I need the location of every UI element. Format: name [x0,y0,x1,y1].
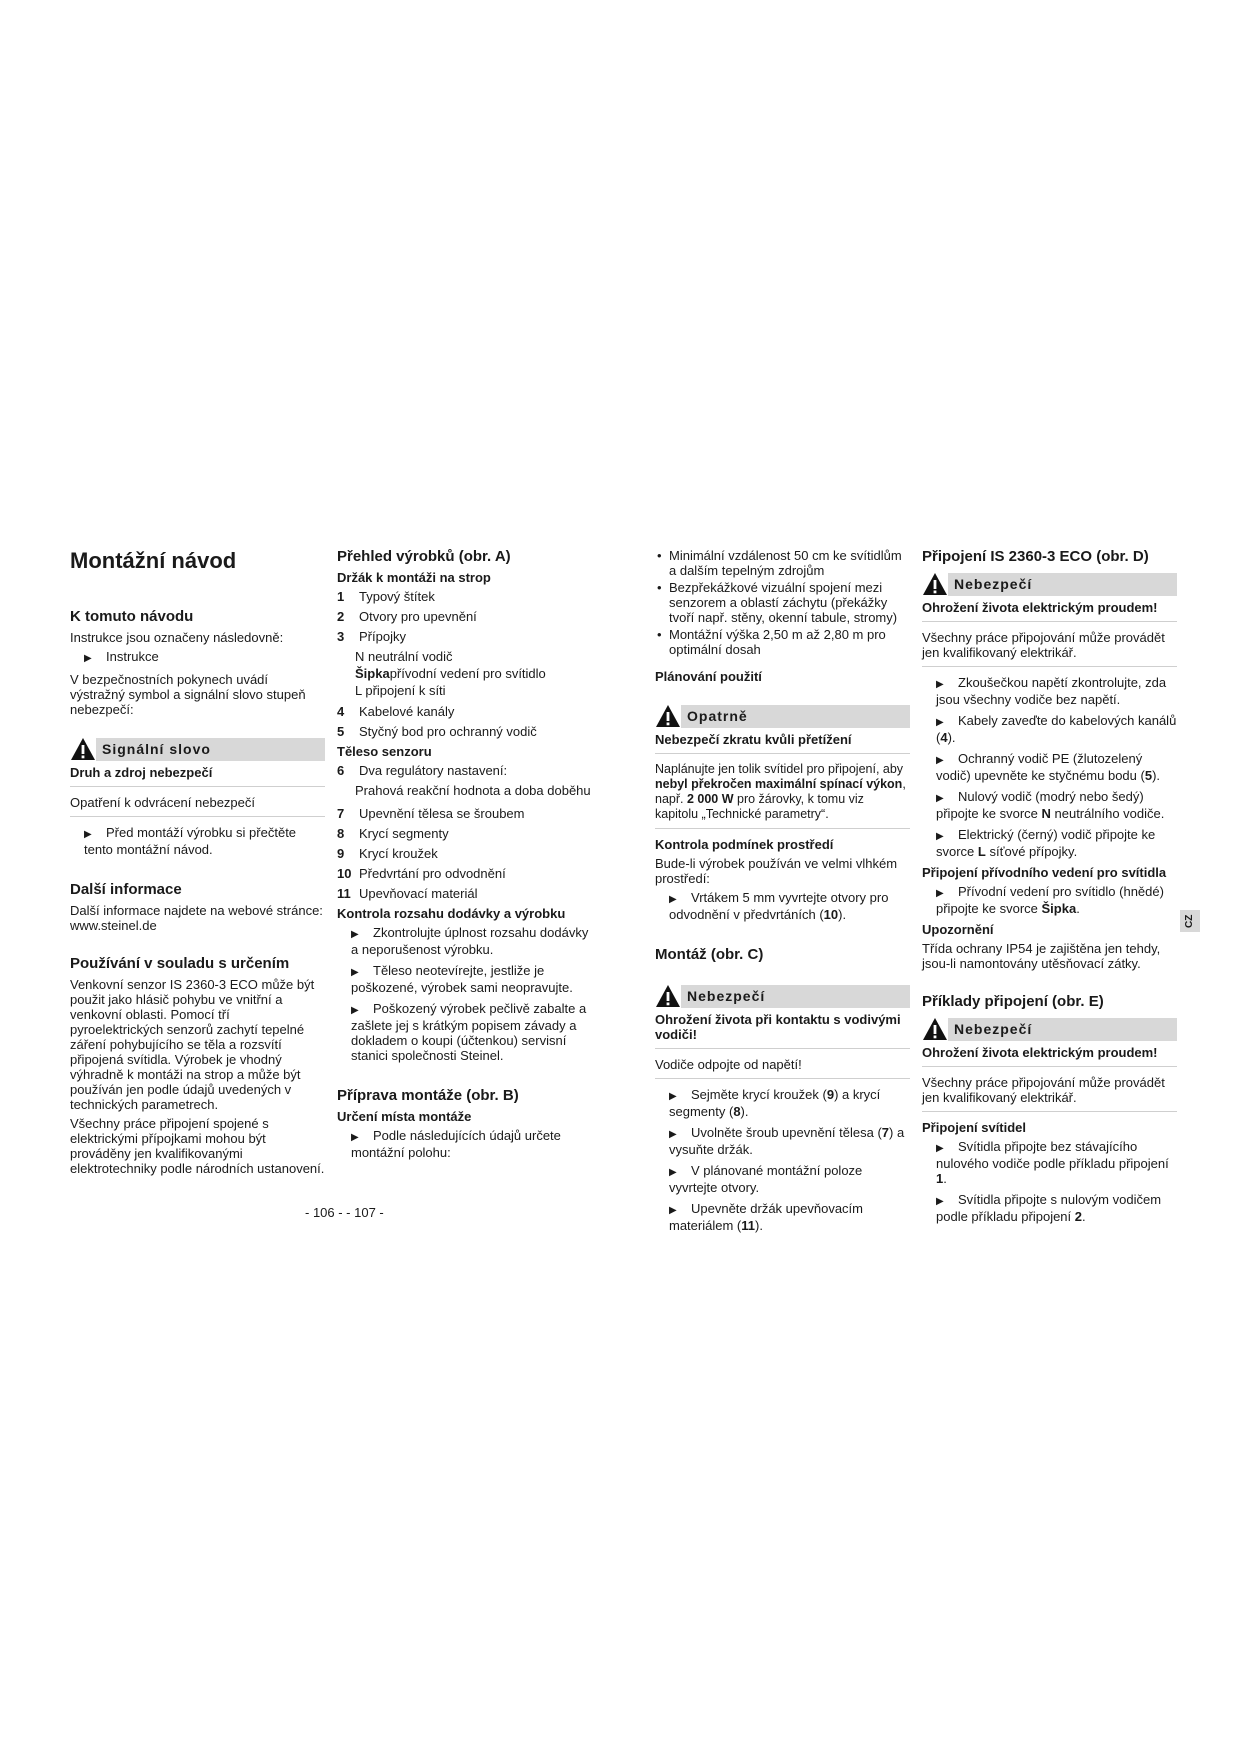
list-item: 6 Dva regulátory nastavení: [337,763,508,778]
warning-header [655,984,910,1008]
warning-text: Všechny práce připojování může provádět jen kvalifikovaný elektrikář. [922,1075,1165,1105]
subheading: Těleso senzoru [337,744,432,759]
instruction-step: ▶ Svítidla připojte s nulovým vodičem podle příkladu připojení 2. [936,1192,1162,1224]
warning-subtitle: Ohrožení života při kontaktu s vodivými vodiči! [655,1012,901,1042]
instruction-step: ▶ Poškozený výrobek pečlivě zabalte a zašlete jej s krátkým popisem závady a dokladem o koupi (účtenkou) servisní stanici společnosti Steinel. [351,1001,587,1063]
section-heading: Příklady připojení (obr. E) [922,993,1104,1010]
divider [922,1066,1177,1067]
list-item-detail: Prahová reakční hodnota a doba doběhu [355,783,591,798]
section-heading: Připojení IS 2360-3 ECO (obr. D) [922,548,1149,565]
arrow-icon: ▶ [669,1091,677,1102]
arrow-icon: ▶ [936,755,944,766]
page-numbers: - 106 - - 107 - [305,1205,384,1220]
paragraph: Instrukce jsou označeny následovně: [70,630,284,645]
instruction-step: ▶ Vrtákem 5 mm vyvrtejte otvory pro odvodnění v předvrtáních (10). [669,890,889,922]
subheading: Držák k montáži na strop [337,570,491,585]
instruction-step: ▶ Upevněte držák upevňovacím materiálem (11). [669,1201,863,1233]
section-heading: K tomuto návodu [70,608,194,625]
page-title: Montážní návod [70,548,237,573]
instruction-step: ▶ Nulový vodič (modrý nebo šedý) připojte ke svorce N neutrálního vodiče. [936,789,1165,821]
subheading: Upozornění [922,922,994,937]
warning-text: Vodiče odpojte od napětí! [655,1057,802,1072]
warning-header [922,572,1177,596]
paragraph: Všechny práce připojení spojené s elektrickými přípojkami mohou být prováděny jen kvalifikovanými elektrotechniky podle národních ustanovení. [70,1116,325,1176]
arrow-icon: ▶ [351,1005,359,1016]
arrow-icon: ▶ [669,1167,677,1178]
warning-label: Nebezpečí [948,573,1177,596]
warning-subtitle: Ohrožení života elektrickým proudem! [922,600,1158,615]
arrow-icon: ▶ [84,829,92,840]
warning-header [922,1017,1177,1041]
connector-sipka: Šipkapřívodní vedení pro svítidlo [355,666,546,681]
section-heading: Příprava montáže (obr. B) [337,1087,519,1104]
warning-label: Nebezpečí [948,1018,1177,1041]
divider [922,621,1177,622]
instruction-step: ▶ Sejměte krycí kroužek (9) a krycí segmenty (8). [669,1087,881,1119]
warning-icon [655,984,681,1008]
warning-icon [922,1017,948,1041]
arrow-icon: ▶ [936,888,944,899]
divider [655,828,910,829]
list-item: 4 Kabelové kanály [337,704,455,719]
arrow-icon: ▶ [669,1129,677,1140]
subheading: Připojení svítidel [922,1120,1027,1135]
instruction-step: ▶ Svítidla připojte bez stávajícího nulového vodiče podle příkladu připojení 1. [936,1139,1169,1186]
warning-header [70,737,325,761]
instruction-step: ▶ Elektrický (černý) vodič připojte ke svorce L síťové přípojky. [936,827,1156,859]
list-item: 5 Styčný bod pro ochranný vodič [337,724,537,739]
warning-label: Nebezpečí [681,985,910,1008]
bullet-item: • Bezpřekážkové vizuální spojení mezi senzorem a oblastí záchytu (překážky tvoří např. stěny, okenní tabule, stromy) [655,580,910,625]
instruction-step: ▶ Zkontrolujte úplnost rozsahu dodávky a neporušenost výrobku. [351,925,589,957]
arrow-icon: ▶ [669,1205,677,1216]
column-4 [922,548,1177,1230]
instruction-step: ▶ Uvolněte šroub upevnění tělesa (7) a vysuňte držák. [669,1125,905,1157]
instruction-step: ▶ V plánované montážní poloze vyvrtejte otvory. [669,1163,863,1195]
arrow-icon: ▶ [936,793,944,804]
column-2 [337,548,592,1166]
arrow-icon: ▶ [669,894,677,905]
arrow-icon: ▶ [936,717,944,728]
instruction-step: ▶ Těleso neotevírejte, jestliže je poškozené, výrobek sami neopravujte. [351,963,573,995]
warning-text: Naplánujte jen tolik svítidel pro připojení, aby nebyl překročen maximální spínací výkon, např. 2 000 W pro žárovky, k tomu viz kapitolu „Technické parametry“. [655,762,906,821]
warning-icon [655,704,681,728]
warning-text: Všechny práce připojování může provádět jen kvalifikovaný elektrikář. [922,630,1165,660]
subheading: Kontrola rozsahu dodávky a výrobku [337,906,566,921]
divider [655,1048,910,1049]
arrow-icon: ▶ [936,831,944,842]
list-item: 3 Přípojky [337,629,406,644]
warning-label: Opatrně [681,705,910,728]
paragraph: V bezpečnostních pokynech uvádí výstražný symbol a signální slovo stupeň nebezpečí: [70,672,306,717]
list-item: 9 Krycí kroužek [337,846,438,861]
list-item: 8 Krycí segmenty [337,826,449,841]
list-item: 2 Otvory pro upevnění [337,609,477,624]
warning-header [655,704,910,728]
column-3 [655,548,910,1239]
arrow-icon: ▶ [351,967,359,978]
list-item: 10 Předvrtání pro odvodnění [337,866,506,881]
arrow-icon: ▶ [936,1143,944,1154]
arrow-icon: ▶ [936,1196,944,1207]
paragraph: Další informace najdete na webové stránce: www.steinel.de [70,903,323,933]
list-item: 1 Typový štítek [337,589,435,604]
instruction-step: ▶ Podle následujících údajů určete montážní polohu: [351,1128,561,1160]
section-heading: Montáž (obr. C) [655,946,764,963]
arrow-icon: ▶ [351,1132,359,1143]
section-heading: Přehled výrobků (obr. A) [337,548,511,565]
language-tab: CZ [1180,910,1200,932]
instruction-step: ▶ Před montáží výrobku si přečtěte tento montážní návod. [84,825,297,857]
connector-l: L připojení k síti [355,683,446,698]
section-heading: Další informace [70,881,182,898]
divider [70,816,325,817]
list-item: 7 Upevnění tělesa se šroubem [337,806,525,821]
paragraph: Třída ochrany IP54 je zajištěna jen tehdy, jsou-li namontovány utěsňovací zátky. [922,941,1161,971]
divider [655,753,910,754]
warning-label: Signální slovo [96,738,325,761]
arrow-icon: ▶ [936,679,944,690]
arrow-icon: ▶ [84,653,92,664]
column-1 [70,548,325,1180]
warning-icon [70,737,96,761]
arrow-icon: ▶ [351,929,359,940]
subheading: Připojení přívodního vedení pro svítidla [922,865,1167,880]
warning-subtitle: Ohrožení života elektrickým proudem! [922,1045,1158,1060]
divider [922,1111,1177,1112]
paragraph: Bude-li výrobek používán ve velmi vlhkém prostředí: [655,856,898,886]
divider [922,666,1177,667]
subheading: Určení místa montáže [337,1109,472,1124]
section-heading: Používání v souladu s určením [70,955,290,972]
instruction-step: ▶ Instrukce [84,649,159,664]
warning-subtitle: Nebezpečí zkratu kvůli přetížení [655,732,852,747]
instruction-step: ▶ Přívodní vedení pro svítidlo (hnědé) připojte ke svorce Šipka. [936,884,1164,916]
warning-icon [922,572,948,596]
subheading: Kontrola podmínek prostředí [655,837,834,852]
warning-subtitle: Druh a zdroj nebezpečí [70,765,213,780]
connector-n: N neutrální vodič [355,649,453,664]
instruction-step: ▶ Ochranný vodič PE (žlutozelený vodič) upevněte ke styčnému bodu (5). [936,751,1161,783]
list-item: 11 Upevňovací materiál [337,886,478,901]
divider [70,786,325,787]
paragraph: Venkovní senzor IS 2360-3 ECO může být použit jako hlásič pohybu ve vnitřní a venkovní oblasti. Pomocí tří pyroelektrických senzorů zachytí tepelné záření pohybujícího se těla a rozsvítí připojená svítidla. Výrobek je vhodný výhradně k montáži na strop a může být používán jen podle údajů uvedených v technických parametrech. [70,977,315,1112]
subheading: Plánování použití [655,669,762,684]
divider [655,1078,910,1079]
bullet-item: • Minimální vzdálenost 50 cm ke svítidlům a dalším tepelným zdrojům [655,548,910,578]
warning-text: Opatření k odvrácení nebezpečí [70,795,256,810]
instruction-step: ▶ Zkoušečkou napětí zkontrolujte, zda jsou všechny vodiče bez napětí. [936,675,1167,707]
instruction-step: ▶ Kabely zaveďte do kabelových kanálů (4). [936,713,1177,745]
bullet-item: • Montážní výška 2,50 m až 2,80 m pro optimální dosah [655,627,910,657]
